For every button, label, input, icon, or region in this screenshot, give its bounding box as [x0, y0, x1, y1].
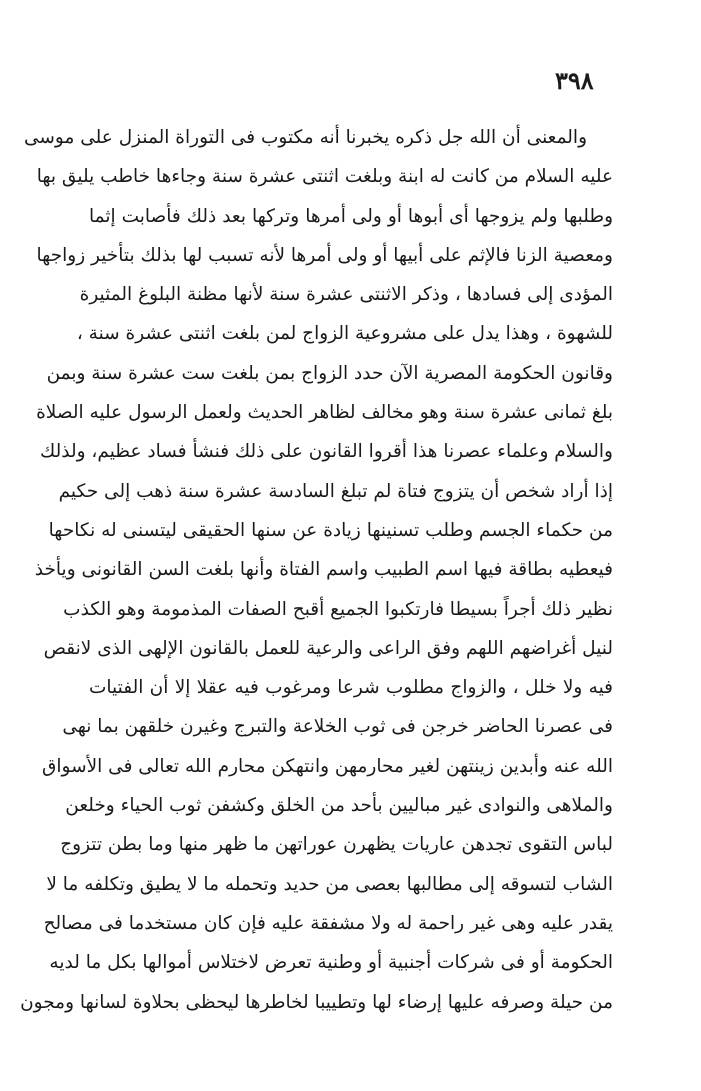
text-line: يقدر عليه وهى غير راحمة له ولا مشفقة عليه فإن كان مستخدما فى مصالح: [43, 912, 613, 934]
text-line: المؤدى إلى فسادها ، وذكر الاثنتى عشرة سنة لأنها مظنة البلوغ المثيرة: [79, 284, 613, 306]
text-line: الله عنه وأبدين زينتهن لغير محارمهن وانتهكن محارم الله تعالى فى الأسواق: [42, 755, 613, 777]
text-line: بلغ ثمانى عشرة سنة وهو مخالف لظاهر الحديث ولعمل الرسول عليه الصلاة: [36, 402, 613, 424]
text-line: والملاهى والنوادى غير مباليين بأحد من الخلق وكشفن ثوب الحياء وخلعن: [65, 795, 613, 817]
text-line: عليه السلام من كانت له ابنة وبلغت اثنتى عشرة سنة وجاءها خاطب يليق بها: [36, 166, 613, 188]
text-line: من حكماء الجسم وطلب تسنينها زيادة عن سنها الحقيقى ليتسنى له نكاحها: [48, 519, 613, 541]
page-number: ٣٩٨: [555, 66, 594, 95]
text-line: الشاب لتسوقه إلى مطالبها بعصى من حديد وتحمله ما لا يطيق وتكلفه ما لا: [46, 873, 613, 895]
text-line: من حيلة وصرفه عليها إرضاء لها وتطييبا لخاطرها ليحظى بحلاوة لسانها ومجون: [20, 991, 613, 1013]
text-line: لنيل أغراضهم اللهم وفق الراعى والرعية للعمل بالقانون الإلهى الذى لانقص: [43, 637, 613, 659]
text-line: فى عصرنا الحاضر خرجن فى ثوب الخلاعة والتبرج وغيرن خلقهن بما نهى: [62, 716, 613, 738]
text-line: فيه ولا خلل ، والزواج مطلوب شرعا ومرغوب فيه عقلا إلا أن الفتيات: [89, 677, 613, 699]
text-line: والسلام وعلماء عصرنا هذا أقروا القانون على ذلك فنشأ فساد عظيم، ولذلك: [40, 441, 613, 463]
text-line: الحكومة أو فى شركات أجنبية أو وطنية تعرض لاختلاس أموالها بكل ما لديه: [49, 952, 613, 974]
text-line: وقانون الحكومة المصرية الآن حدد الزواج بمن بلغت ست عشرة سنة وبمن: [46, 362, 613, 384]
text-line: نظير ذلك أجراً بسيطا فارتكبوا الجميع أقبح الصفات المذمومة وهو الكذب: [63, 598, 613, 620]
text-line: والمعنى أن الله جل ذكره يخبرنا أنه مكتوب فى التوراة المنزل على موسى: [23, 127, 587, 148]
text-line: فيعطيه بطاقة فيها اسم الطبيب واسم الفتاة وأنها بلغت السن القانونى ويأخذ: [34, 559, 613, 581]
text-line: ومعصية الزنا فالإثم على أبيها أو ولى أمرها لأنه تسبب لها بذلك بتأخير زواجها: [36, 244, 613, 266]
body-text: [20, 118, 613, 1022]
text-line: للشهوة ، وهذا يدل على مشروعية الزواج لمن بلغت اثنتى عشرة سنة ،: [76, 323, 613, 345]
text-line: لباس التقوى تجدهن عاريات يظهرن عوراتهن ما ظهر منها وما بطن تتزوج: [60, 834, 613, 856]
text-line: إذا أراد شخص أن يتزوج فتاة لم تبلغ السادسة عشرة سنة ذهب إلى حكيم: [58, 480, 613, 502]
text-line: وطلبها ولم يزوجها أى أبوها أو ولى أمرها وتركها بعد ذلك فأصابت إثما: [89, 205, 613, 227]
